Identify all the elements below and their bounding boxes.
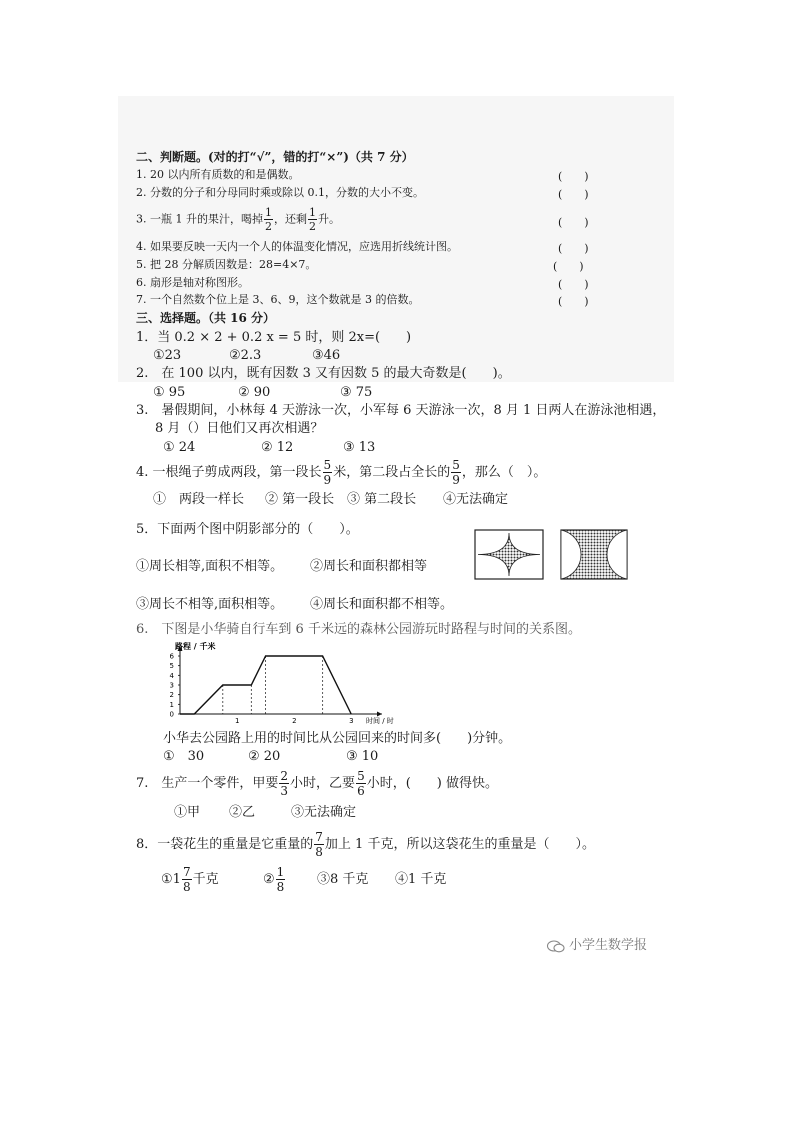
choice-q1-options <box>153 347 340 365</box>
judge-q7-answer[interactable]: ( ) <box>558 295 589 308</box>
option[interactable]: ④1 千克 <box>395 872 447 887</box>
option[interactable]: ③8 千克 <box>317 872 369 887</box>
choice-q1: 1．当 0.2 × 2 + 0.2 x = 5 时，则 2x=( ) <box>136 330 412 345</box>
choice-q5: 5．下面两个图中阴影部分的（ ）。 <box>136 522 359 537</box>
judge-q2: 2. 分数的分子和分母同时乘或除以 0.1，分数的大小不变。 <box>136 186 424 199</box>
option[interactable]: ② 20 <box>248 749 281 764</box>
option[interactable]: ①1 $\frac{7}{8}$ 千克 <box>161 865 219 894</box>
option[interactable]: ① 两段一样长 <box>153 492 245 507</box>
choice-q8-options <box>161 866 446 893</box>
shaded-figure-semicircles <box>560 529 628 580</box>
choice-q3-line1: 3. 暑假期间，小林每 4 天游泳一次，小军每 6 天游泳一次，8 月 1 日两人在游泳池相遇， <box>136 403 666 418</box>
option[interactable]: ③ 75 <box>340 385 373 400</box>
chart-y-tick-label: 4 <box>169 671 174 680</box>
option[interactable]: ①甲 <box>174 805 201 820</box>
fraction: $\frac{5}{6}$ <box>357 769 365 798</box>
option[interactable]: ② 12 <box>261 440 294 455</box>
choice-q2: 2. 在 100 以内，既有因数 3 又有因数 5 的最大奇数是( )。 <box>136 366 511 381</box>
option[interactable]: ③46 <box>312 348 341 363</box>
fraction: $\frac{1}{8}$ <box>276 865 285 894</box>
watermark: 小学生数学报 <box>546 934 647 953</box>
option[interactable]: ② $\frac{1}{8}$ <box>263 865 285 894</box>
fraction: $\frac{7}{8}$ <box>182 865 191 894</box>
chart-ylabel: 路程 / 千米 <box>175 642 216 651</box>
fraction: $\frac{1}{2}$ <box>308 206 316 233</box>
option[interactable]: ④无法确定 <box>443 492 509 507</box>
fraction: $\frac{7}{8}$ <box>315 830 323 859</box>
fraction: $\frac{5}{9}$ <box>323 458 332 487</box>
option[interactable]: ①23 <box>153 348 182 363</box>
choice-q6-question: 小华去公园路上用的时间比从公园回来的时间多( )分钟。 <box>163 731 512 746</box>
section2-title: 二、判断题。(对的打“√”，错的打“×”)（共 7 分） <box>136 150 414 164</box>
judge-q5-answer[interactable]: ( ) <box>553 260 584 273</box>
judge-q5: 5. 把 28 分解质因数是：28=4×7。 <box>136 258 317 271</box>
judge-q6-answer[interactable]: ( ) <box>558 278 589 291</box>
chart-xlabel: 时间 / 时 <box>366 717 394 725</box>
fraction: $\frac{1}{2}$ <box>264 206 272 233</box>
option[interactable]: ① 95 <box>153 385 186 400</box>
option[interactable]: ② 90 <box>238 385 271 400</box>
choice-q7-options <box>174 804 356 822</box>
choice-q4-options <box>153 491 508 509</box>
choice-q6: 6. 下图是小华骑自行车到 6 千米远的森林公园游玩时路程与时间的关系图。 <box>136 622 581 637</box>
choice-q7: 7. 生产一个零件，甲要 $\frac{2}{3}$ 小时，乙要 $\frac{5}{6}$ 小时，( ) 做得快。 <box>136 769 498 798</box>
chart-y-tick-label: 6 <box>169 652 174 661</box>
option[interactable]: ③无法确定 <box>291 805 357 820</box>
chart-y-tick-label: 0 <box>169 710 174 719</box>
fraction: $\frac{5}{9}$ <box>452 458 460 487</box>
judge-q7: 7. 一个自然数个位上是 3、6、9，这个数就是 3 的倍数。 <box>136 293 420 306</box>
choice-q8: 8．一袋花生的重量是它重量的 $\frac{7}{8}$ 加上 1 千克，所以这袋花生的重量是（ ）。 <box>136 830 595 859</box>
judge-q1: 1. 20 以内所有质数的和是偶数。 <box>136 168 300 181</box>
chart-x-tick-label: 3 <box>349 717 354 725</box>
choice-q5-option1[interactable]: ①周长相等,面积不相等。 <box>136 559 284 574</box>
judge-q3: 3. 一瓶 1 升的果汁，喝掉 $\frac{1}{2}$ ，还剩 $\frac{1}{2}$ 升。 <box>136 206 340 233</box>
choice-q5-option4[interactable]: ④周长和面积都不相等。 <box>310 597 454 612</box>
chart-y-tick-label: 5 <box>169 662 174 671</box>
shaded-figure-astroid <box>474 529 544 580</box>
choice-q3-line2: 8 月（）日他们又再次相遇？ <box>155 421 324 436</box>
chart-x-tick-label: 2 <box>292 717 297 725</box>
judge-q4: 4. 如果要反映一天内一个人的体温变化情况，应选用折线统计图。 <box>136 240 458 253</box>
option[interactable]: ① 30 <box>163 749 205 764</box>
choice-q5-option3[interactable]: ③周长不相等,面积相等。 <box>136 597 284 612</box>
chart-y-tick-label: 1 <box>169 700 174 709</box>
judge-q4-answer[interactable]: ( ) <box>558 242 589 255</box>
choice-q5-option2[interactable]: ②周长和面积都相等 <box>310 559 428 574</box>
wechat-icon <box>546 939 566 953</box>
chart-x-tick-label: 1 <box>235 717 240 725</box>
option[interactable]: ① 24 <box>163 440 196 455</box>
judge-q6: 6. 扇形是轴对称图形。 <box>136 276 249 289</box>
option[interactable]: ②乙 <box>229 805 256 820</box>
distance-time-chart <box>150 638 410 728</box>
chart-y-tick-label: 2 <box>169 691 174 700</box>
choice-q2-options <box>153 384 372 402</box>
choice-q6-options <box>163 748 378 766</box>
judge-q3-answer[interactable]: ( ) <box>558 216 589 229</box>
option[interactable]: ③ 13 <box>343 440 376 455</box>
section3-title: 三、选择题。（共 16 分） <box>136 311 276 325</box>
option[interactable]: ③ 第二段长 <box>347 492 417 507</box>
option[interactable]: ②2.3 <box>229 348 262 363</box>
choice-q3-options <box>163 439 375 457</box>
option[interactable]: ② 第一段长 <box>265 492 335 507</box>
option[interactable]: ③ 10 <box>346 749 379 764</box>
chart-y-tick-label: 3 <box>169 681 174 690</box>
chart-x-arrow <box>377 712 382 717</box>
choice-q4: 4. 一根绳子剪成两段，第一段长 $\frac{5}{9}$ 米，第二段占全长的 $\frac{5}{9}$ ，那么（ ）。 <box>136 458 547 487</box>
judge-q2-answer[interactable]: ( ) <box>558 188 589 201</box>
judge-q1-answer[interactable]: ( ) <box>558 170 589 183</box>
fraction: $\frac{2}{3}$ <box>280 769 289 798</box>
